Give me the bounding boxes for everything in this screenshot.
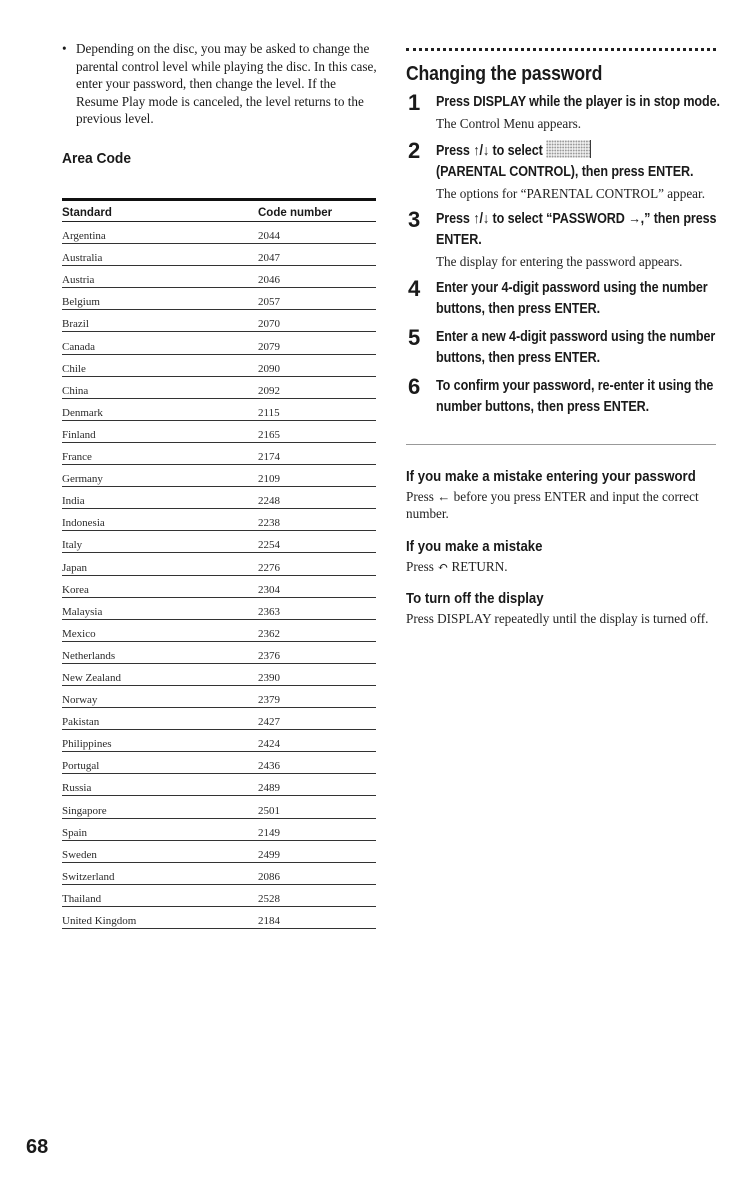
step-1 [406,90,720,133]
code-cell: 2174 [258,451,280,464]
table-row [62,310,376,332]
table-row [62,332,376,354]
parental-note [62,40,380,128]
section-rule [406,48,716,54]
country-cell: India [62,495,85,508]
country-cell: United Kingdom [62,915,137,927]
step-number: 1 [408,90,421,115]
code-cell: 2109 [258,473,280,486]
tip-mistake [406,537,716,576]
step-instruction-part: Press ↑/↓ to select [436,142,543,159]
step-number: 6 [408,373,421,399]
step-description: The display for entering the password appears. [436,254,683,269]
code-cell: 2044 [258,230,280,243]
country-cell: Sweden [62,848,97,861]
country-cell: Italy [62,539,83,552]
tips-section [406,467,716,628]
country-cell: Japan [62,561,88,574]
step-number: 5 [408,324,421,350]
table-row [62,443,376,465]
code-cell: 2079 [258,340,280,353]
step-5 [406,324,716,369]
code-cell: 2115 [258,406,280,419]
country-cell: Austria [62,274,95,287]
code-cell: 2184 [258,915,280,927]
code-cell: 2424 [258,738,280,751]
header-standard: Standard [62,207,112,219]
table-row [62,774,376,796]
country-cell: Philippines [62,738,112,751]
section-title: Changing the password [406,62,603,85]
country-cell: China [62,384,89,397]
code-cell: 2376 [258,649,280,662]
country-cell: Indonesia [62,517,105,530]
table-row [62,752,376,774]
table-row [62,885,376,907]
step-instruction: Press DISPLAY while the player is in stop mode. [436,94,720,110]
country-cell: France [62,451,92,464]
code-cell: 2254 [258,539,280,552]
table-row [62,686,376,708]
step-list [406,90,720,418]
country-cell: Canada [62,340,95,353]
tip-body: Press ← before you press ENTER and input the correct number. [406,488,699,521]
code-cell: 2501 [258,804,280,817]
step-instruction [436,140,735,183]
country-cell: Thailand [62,892,102,905]
code-cell: 2047 [258,252,280,265]
code-cell: 2304 [258,583,280,596]
step-instruction-part: (PARENTAL CONTROL), then press ENTER. [436,163,694,180]
country-cell: Norway [62,694,98,707]
step-3 [406,209,716,271]
parental-control-icon [546,140,591,158]
code-cell: 2436 [258,760,280,773]
table-row [62,730,376,752]
code-cell: 2363 [258,605,280,618]
code-cell: 2070 [258,318,280,331]
country-cell: Netherlands [62,649,116,662]
code-cell: 2276 [258,561,280,574]
step-4 [406,275,716,320]
table-row [62,642,376,664]
table-row [62,553,376,575]
page-number: 68 [26,1136,49,1158]
tip-heading: If you make a mistake [406,537,543,555]
code-cell: 2090 [258,362,280,375]
step-instruction: Enter your 4-digit password using the number buttons, then press ENTER. [436,279,708,317]
country-cell: Germany [62,473,103,486]
code-cell: 2238 [258,517,280,530]
country-cell: Finland [62,428,96,441]
tip-body: Press ↶ RETURN. [406,558,508,574]
table-row [62,487,376,509]
table-row [62,907,376,929]
step-description: The Control Menu appears. [436,116,582,131]
step-description: The options for “PARENTAL CONTROL” appear. [436,185,705,201]
divider [406,444,716,445]
step-instruction: To confirm your password, re-enter it using the number buttons, then press ENTER. [436,377,714,415]
step-number: 4 [408,275,421,301]
country-cell: New Zealand [62,671,121,684]
bullet-icon: • [62,41,67,56]
code-cell: 2248 [258,495,280,508]
country-cell: Spain [62,826,88,839]
step-number: 3 [408,207,421,232]
country-cell: Malaysia [62,605,103,618]
country-cell: Russia [62,782,92,795]
step-2 [406,137,716,203]
country-cell: Pakistan [62,716,100,729]
table-row [62,377,376,399]
code-cell: 2362 [258,627,280,640]
country-cell: Australia [62,252,103,265]
table-row [62,288,376,310]
code-cell: 2499 [258,848,280,861]
table-row [62,355,376,377]
code-cell: 2086 [258,870,280,883]
country-cell: Korea [62,583,89,596]
table-row [62,620,376,642]
table-row [62,531,376,553]
country-cell: Chile [62,362,86,375]
table-row [62,399,376,421]
code-cell: 2092 [258,384,280,397]
code-cell: 2165 [258,428,280,441]
table-row [62,796,376,818]
country-cell: Argentina [62,230,106,243]
code-cell: 2427 [258,716,280,729]
country-cell: Denmark [62,406,103,419]
right-column [406,48,720,628]
code-cell: 2149 [258,826,280,839]
step-instruction: Press ↑/↓ to select “PASSWORD →,” then press ENTER. [436,211,717,248]
table-row [62,841,376,863]
table-row [62,708,376,730]
tip-mistake-password [406,467,716,523]
tip-heading: To turn off the display [406,590,544,607]
step-instruction: Enter a new 4-digit password using the number buttons, then press ENTER. [436,328,716,366]
table-row [62,266,376,288]
table-row [62,576,376,598]
country-cell: Switzerland [62,870,115,883]
tip-heading: If you make a mistake entering your password [406,467,696,485]
table-row [62,421,376,443]
area-code-heading: Area Code [62,149,132,167]
area-code-table [62,198,376,929]
table-row [62,664,376,686]
tip-turn-off-display [406,589,716,628]
table-row [62,598,376,620]
step-6 [406,373,716,418]
table-row [62,819,376,841]
table-row [62,244,376,266]
tip-body: Press DISPLAY repeatedly until the display is turned off. [406,611,709,626]
note-text: Depending on the disc, you may be asked to change the parental control level while playing the disc. In this case, enter your password, then change the level. If the Resume Play mode is canceled, the level returns to the previous level. [76,41,377,127]
code-cell: 2046 [258,274,280,287]
code-cell: 2390 [258,671,280,684]
table-row [62,509,376,531]
code-cell: 2528 [258,892,280,905]
code-cell: 2057 [258,296,280,309]
header-code-number: Code number [258,207,333,219]
table-body [62,222,376,929]
step-number: 2 [408,137,421,163]
table-row [62,863,376,885]
left-column [62,40,380,927]
table-header [62,201,376,222]
country-cell: Belgium [62,296,100,309]
table-row [62,465,376,487]
country-cell: Singapore [62,804,107,817]
table-row [62,222,376,244]
country-cell: Mexico [62,627,96,640]
country-cell: Portugal [62,760,100,773]
code-cell: 2379 [258,694,280,707]
country-cell: Brazil [62,318,89,331]
code-cell: 2489 [258,782,280,795]
